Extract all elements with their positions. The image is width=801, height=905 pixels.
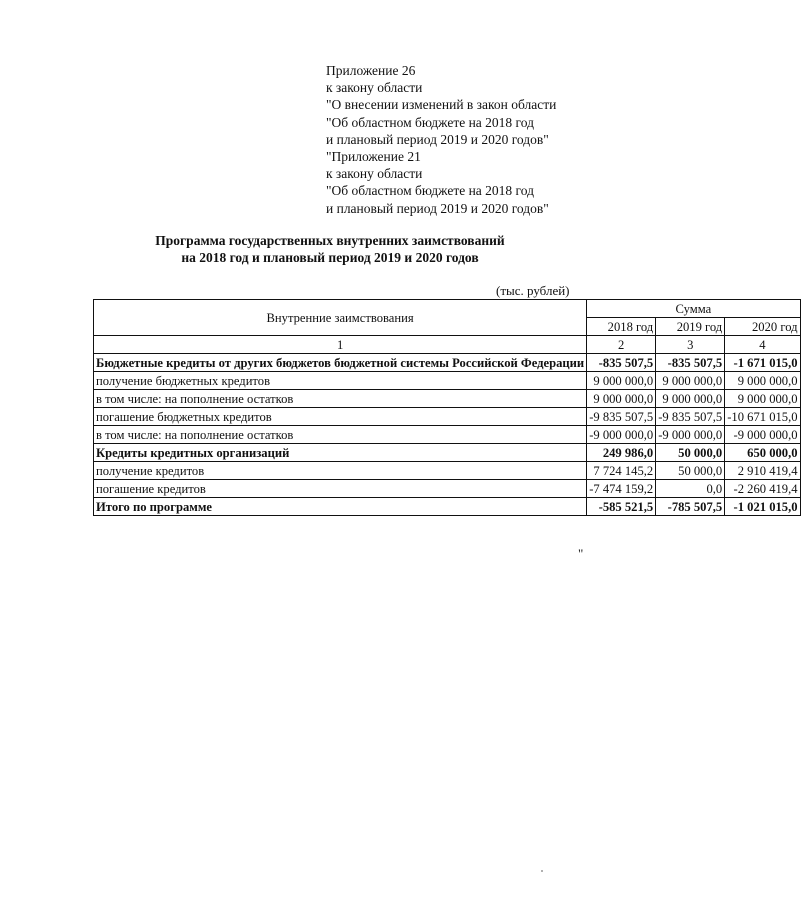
header-line: и плановый период 2019 и 2020 годов" (326, 200, 549, 216)
value-2018: -9 835 507,5 (587, 408, 656, 426)
col-numbers-row (94, 336, 801, 354)
value-2018: 9 000 000,0 (587, 390, 656, 408)
row-name: получение кредитов (94, 462, 587, 480)
value-2020: -1 021 015,0 (725, 498, 800, 516)
row-name: Кредиты кредитных организаций (94, 444, 587, 462)
table-row (94, 390, 801, 408)
header-line: "Приложение 21 (326, 149, 421, 165)
borrowing-table (93, 299, 801, 516)
value-2018: -9 000 000,0 (587, 426, 656, 444)
col-number: 2 (587, 336, 656, 354)
value-2018: 249 986,0 (587, 444, 656, 462)
value-2020: -1 671 015,0 (725, 354, 800, 372)
value-2019: -835 507,5 (656, 354, 725, 372)
value-2019: 50 000,0 (656, 444, 725, 462)
row-name: погашение кредитов (94, 480, 587, 498)
row-name: в том числе: на пополнение остатков (94, 426, 587, 444)
value-2019: -785 507,5 (656, 498, 725, 516)
year-header-2020: 2020 год (725, 318, 800, 336)
value-2020: 650 000,0 (725, 444, 800, 462)
header-line: и плановый период 2019 и 2020 годов" (326, 131, 549, 147)
col-number: 3 (656, 336, 725, 354)
row-name: Итого по программе (94, 498, 587, 516)
year-header-2019: 2019 год (656, 318, 725, 336)
value-2019: -9 000 000,0 (656, 426, 725, 444)
header-line: к закону области (326, 166, 423, 182)
appendix-header (326, 62, 626, 217)
value-2018: -835 507,5 (587, 354, 656, 372)
header-line: "Об областном бюджете на 2018 год (326, 183, 534, 199)
value-2020: 9 000 000,0 (725, 372, 800, 390)
header-line: к закону области (326, 80, 423, 96)
value-2020: -2 260 419,4 (725, 480, 800, 498)
value-2020: -10 671 015,0 (725, 408, 800, 426)
row-name: в том числе: на пополнение остатков (94, 390, 587, 408)
table-row (94, 426, 801, 444)
row-name: получение бюджетных кредитов (94, 372, 587, 390)
value-2018: 9 000 000,0 (587, 372, 656, 390)
value-2019: 50 000,0 (656, 462, 725, 480)
document-title (60, 232, 600, 266)
col-number: 1 (94, 336, 587, 354)
value-2018: -585 521,5 (587, 498, 656, 516)
value-2019: 9 000 000,0 (656, 372, 725, 390)
col-number: 4 (725, 336, 800, 354)
row-name: погашение бюджетных кредитов (94, 408, 587, 426)
table-row (94, 498, 801, 516)
value-2019: 9 000 000,0 (656, 390, 725, 408)
table-row (94, 354, 801, 372)
table-row (94, 444, 801, 462)
value-2020: -9 000 000,0 (725, 426, 800, 444)
row-name: Бюджетные кредиты от других бюджетов бюджетной системы Российской Федерации (94, 354, 587, 372)
value-2020: 9 000 000,0 (725, 390, 800, 408)
table-row (94, 462, 801, 480)
header-line: "О внесении изменений в закон области (326, 97, 557, 113)
value-2018: -7 474 159,2 (587, 480, 656, 498)
value-2019: -9 835 507,5 (656, 408, 725, 426)
year-header-2018: 2018 год (587, 318, 656, 336)
table-row (94, 372, 801, 390)
units-label: (тыс. рублей) (496, 283, 570, 298)
col-name-header: Внутренние заимствования (94, 300, 587, 336)
sum-header: Сумма (587, 300, 800, 318)
value-2019: 0,0 (656, 480, 725, 498)
table-header-row (94, 300, 801, 318)
title-line-1: Программа государственных внутренних заимствований (155, 233, 505, 248)
title-line-2: на 2018 год и плановый период 2019 и 2020 годов (181, 250, 479, 265)
header-line: "Об областном бюджете на 2018 год (326, 114, 534, 130)
table-row (94, 480, 801, 498)
closing-quote: " (578, 546, 584, 561)
scan-speck (541, 870, 543, 872)
table-row (94, 408, 801, 426)
header-line: Приложение 26 (326, 63, 416, 78)
value-2018: 7 724 145,2 (587, 462, 656, 480)
value-2020: 2 910 419,4 (725, 462, 800, 480)
